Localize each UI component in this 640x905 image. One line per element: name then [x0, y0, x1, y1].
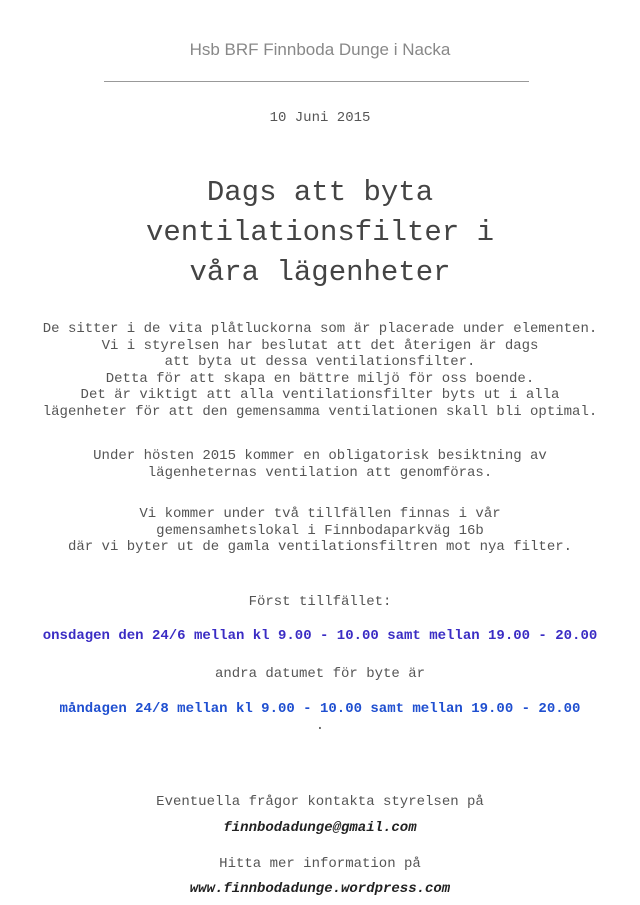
paragraph-location: Vi kommer under två tillfällen finnas i vår gemensamhetslokal i Finnbodaparkväg 16b där vi byter ut de gamla ventilationsfiltren mot nya filter.: [67, 506, 573, 555]
first-occasion-date: onsdagen den 24/6 mellan kl 9.00 - 10.00 samt mellan 19.00 - 20.00: [42, 628, 598, 644]
paragraph-inspection: Under hösten 2015 kommer en obligatorisk besiktning av lägenheternas ventilation att genomföras.: [93, 448, 547, 481]
document-title: Dags att byta ventilationsfilter i våra lägenheter: [145, 176, 495, 289]
questions-label: Eventuella frågor kontakta styrelsen på: [156, 794, 484, 810]
first-occasion-label: Först tillfället:: [248, 594, 392, 610]
header-divider: [104, 81, 529, 82]
info-label: Hitta mer information på: [219, 856, 421, 872]
paragraph-intro: De sitter i de vita plåtluckorna som är placerade under elementen. Vi i styrelsen har beslutat att det återigen är dags att byta ut dessa ventilationsfilter. Detta för att skapa en bättre miljö för oss boende. Det är viktigt att alla ventilationsfilter byts ut i alla lägenheter för att den gemensamma ventilationen skall bli optimal.: [42, 321, 598, 420]
organization-header: Hsb BRF Finnboda Dunge i Nacka: [189, 40, 451, 59]
trailing-period: .: [315, 718, 325, 734]
document-date: 10 Juni 2015: [269, 110, 371, 126]
second-occasion-date: måndagen 24/8 mellan kl 9.00 - 10.00 samt mellan 19.00 - 20.00: [59, 701, 581, 717]
email-link[interactable]: finnbodadunge@gmail.com: [223, 820, 417, 836]
second-occasion-label: andra datumet för byte är: [214, 666, 426, 682]
website-link[interactable]: www.finnbodadunge.wordpress.com: [189, 881, 451, 897]
